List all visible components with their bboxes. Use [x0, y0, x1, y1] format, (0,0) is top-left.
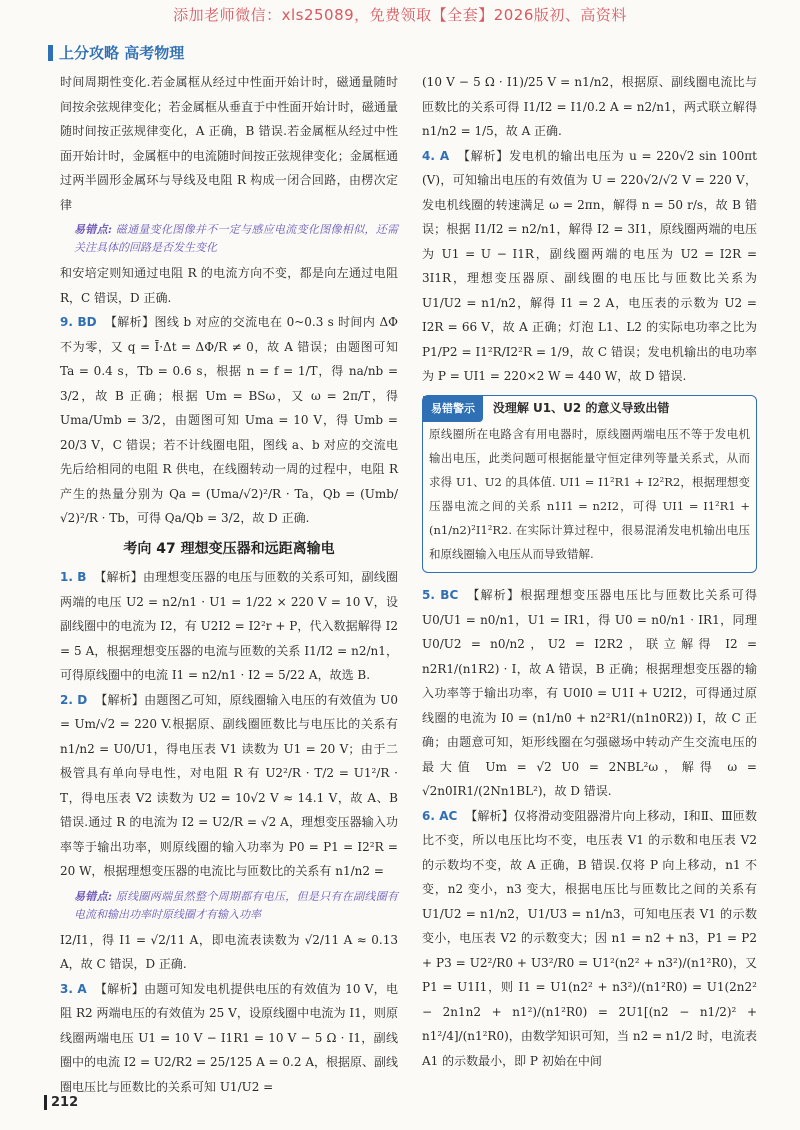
section-heading: 考向 47 理想变压器和远距离输电 — [123, 540, 335, 557]
header-title: 上分攻略 高考物理 — [59, 44, 185, 62]
note-tag: 易错点: — [74, 889, 112, 903]
question-number: 2. D — [60, 692, 88, 707]
question-number: 9. BD — [60, 315, 97, 329]
note-tag: 易错点: — [74, 223, 112, 236]
watermark-banner: 添加老师微信：xls25089，免费领取【全套】2026版初、高资料 — [173, 6, 627, 24]
left-column — [60, 70, 398, 1099]
question-1 — [60, 565, 398, 688]
question-2-continued: I2/I1，得 I1 = √2/11 A，即电流表读数为 √2/11 A ≈ 0.13 A，故 C 错误，D 正确. — [60, 932, 398, 971]
question-5 — [422, 583, 757, 804]
question-4 — [422, 144, 757, 389]
warning-box-body: 原线圈所在电路含有用电器时，原线圈两端电压不等于发电机输出电压，此类问题可根据能量守恒定律列等量关系式，从而求得 U1、U2 的具体值. UI1 = I1²R1 + I2²R2，根据理想变压器电流之间的关系 n1I1 = n2I2，可得 UI1 = I1²R1 + (n1/n2)²I1²R2. 在实际计算过程中，很易混淆发电机输出电压和原线圈输入电压从而导致错解. — [429, 427, 750, 561]
question-text: 【解析】由题图乙可知，原线圈输入电压的有效值为 U0 = Um/√2 = 220 V.根据原、副线圈匝数比与电压比的关系有 n1/n2 = U0/U1，得电压表 V1 读数为 U1 = 20 V；由于二极管具有单向导电性，对电阻 R 有 U2²/R · T/2 = U1²/R · T，得电压表 V2 读数为 U2 = 10√2 V ≈ 14.1 V，故 A、B 错误.通过 R 的电流为 I2 = U2/R = √2 A，理想变压器输入功率等于输出功率，则原线圈的输入功率为 P0 = P1 = I2²R = 20 W，根据理想变压器的电流比与匝数比的关系有 n1/n2 = — [60, 692, 398, 878]
question-number: 1. B — [60, 570, 87, 584]
question-3-continued: (10 V − 5 Ω · I1)/25 V = n1/n2，根据原、副线圈电流比与匝数比的关系可得 I1/I2 = I1/0.2 A = n2/n1，两式联立解得 n1/n2 = 1/5，故 A 正确. — [422, 75, 757, 138]
question-text: 【解析】图线 b 对应的交流电在 0~0.3 s 时间内 ΔΦ 不为零，又 q = Ī·Δt = ΔΦ/R ≠ 0，故 A 错误；由题图可知 Ta = 0.4 s，Tb = 0.6 s，根据 n = f = 1/T，得 na/nb = 3/2，故 B 正确；根据 Um = BSω，又 ω = 2π/T，得 Uma/Umb = 3/2，由题图可知 Uma = 10 V，得 Umb = 20/3 V，C 错误；若不计线圈电阻，图线 a、b 对应的交流电先后给相同的电阻 R 供电，在线圈转动一周的过程中，电阻 R 产生的热量分别为 Qa = (Uma/√2)²/R · Ta，Qb = (Umb/√2)²/R · Tb，可得 Qa/Qb = 3/2，故 D 正确. — [60, 315, 398, 525]
warning-box-tag: 易错警示 — [423, 396, 483, 423]
page-number: 212 — [44, 1095, 78, 1110]
warning-box-title: 没理解 U1、U2 的意义导致出错 — [492, 400, 670, 415]
warning-box — [422, 395, 757, 574]
question-number: 3. A — [60, 981, 87, 996]
question-text: 【解析】由题可知发电机提供电压的有效值为 10 V，电阻 R2 两端电压的有效值为 25 V，设原线圈中电流为 I1，则原线圈两端电压 U1 = 10 V − I1R1 = 10 V − 5 Ω · I1，副线圈中的电流 I2 = U2/R2 = 25/125 A = 0.2 A，根据原、副线圈电压比与匝数比的关系可知 U1/U2 = — [60, 981, 398, 1094]
question-3 — [60, 977, 398, 1100]
note-text: 磁通量变化图像并不一定与感应电流变化图像相似，还需关注具体的回路是否发生变化 — [74, 223, 399, 254]
question-number: 6. AC — [422, 808, 458, 823]
paragraph: 和安培定则知通过电阻 R 的电流方向不变，都是向左通过电阻 R，C 错误，D 正确. — [60, 266, 398, 305]
question-2 — [60, 688, 398, 884]
question-text: 【解析】仅将滑动变阻器滑片向上移动，Ⅰ和Ⅱ、Ⅲ匝数比不变，所以电压比均不变，电压表 V1 的示数和电压表 V2 的示数均不变，故 A 正确，B 错误.仅将 P 向上移动，n1 不变，n2 变小，n3 变大，根据电压比与匝数比之间的关系有 U1/U2 = n1/n2，U1/U3 = n1/n3，可知电压表 V1 的示数变小，电压表 V2 的示数变大；因 n1 = n2 + n3，P1 = P2 + P3 = U2²/R0 + U3²/R0 = U1²(n2² + n3²)/(n1²R0)，又 P1 = U1I1，则 I1 = U1(n2² + n3²)/(n1²R0) = U1(2n2² − 2n1n2 + n1²)/(n1²R0) = 2U1[(n2 − n1/2)² + n1²/4]/(n1²R0)，由数学知识可知，当 n2 = n1/2 时，电流表 A1 的示数最小，即 P 初始在中间 — [422, 808, 757, 1068]
header-accent-bar — [48, 45, 53, 61]
question-number: 5. BC — [422, 588, 459, 602]
question-text: 【解析】发电机的输出电压为 u = 220√2 sin 100πt (V)，可知输出电压的有效值为 U = 220√2/√2 V = 220 V，发电机线圈的转速满足 ω = 2πn，解得 n = 50 r/s，故 B 错误；根据 I1/I2 = n2/n1，解得 I2 = 3I1，原线圈两端的电压为 U1 = U − I1R，副线圈两端的电压为 U2 = I2R = 3I1R，理想变压器原、副线圈的电压比与匝数比关系为 U1/U2 = n1/n2，解得 I1 = 2 A，电压表的示数为 U2 = I2R = 66 V，故 A 正确；灯泡 L1、L2 的实际电功率之比为 P1/P2 = I1²R/I2²R = 1/9，故 C 错误；发电机输出的电功率为 P = UI1 = 220×2 W = 440 W，故 D 错误. — [422, 148, 757, 383]
question-number: 4. A — [422, 148, 450, 163]
note-text: 原线圈两端虽然整个周期都有电压，但是只有在副线圈有电流和输出功率时原线圈才有输入功率 — [74, 889, 399, 921]
error-note — [74, 221, 398, 257]
question-9 — [60, 310, 398, 531]
question-text: 【解析】由理想变压器的电压与匝数的关系可知，副线圈两端的电压 U2 = n2/n1 · U1 = 1/22 × 220 V = 10 V，设副线圈中的电流为 I2，有 U2I2 = I2²r + P，代入数据解得 I2 = 5 A，根据理想变压器的电流与匝数的关系 I1/I2 = n2/n1，可得原线圈中的电流 I1 = n2/n1 · I2 = 5/22 A，故选 B. — [60, 570, 398, 682]
error-note — [74, 888, 398, 924]
paragraph-continued: 时间周期性变化.若金属框从经过中性面开始计时，磁通量随时间按余弦规律变化；若金属框从垂直于中性面开始计时，磁通量随时间按正弦规律变化，A 正确，B 错误.若金属框从经过中性面开始计时，金属框中的电流随时间按正弦规律变化；金属框通过两半圆形金属环与导线及电阻 R 构成一闭合回路，由楞次定律 — [60, 75, 398, 212]
page-header — [48, 42, 184, 63]
question-text: 【解析】根据理想变压器电压比与匝数比关系可得 U0/U1 = n0/n1，U1 = IR1，得 U0 = n0/n1 · IR1，同理 U0/U2 = n0/n2，U2 = I2R2，联立解得 I2 = n2R1/(n1R2) · I，故 A 错误，B 正确；根据理想变压器的输入功率等于输出功率，有 U0I0 = U1I + U2I2，可得通过原线圈的电流为 I0 = (n1/n0 + n2²R1/(n1n0R2)) I，故 C 正确；由题意可知，矩形线圈在匀强磁场中转动产生交流电压的最大值 Um = √2 U0 = 2NBL²ω，解得 ω = √2n0IR1/(2Nn1BL²)，故 D 错误. — [422, 588, 757, 798]
question-6 — [422, 804, 757, 1074]
right-column — [422, 70, 757, 1073]
